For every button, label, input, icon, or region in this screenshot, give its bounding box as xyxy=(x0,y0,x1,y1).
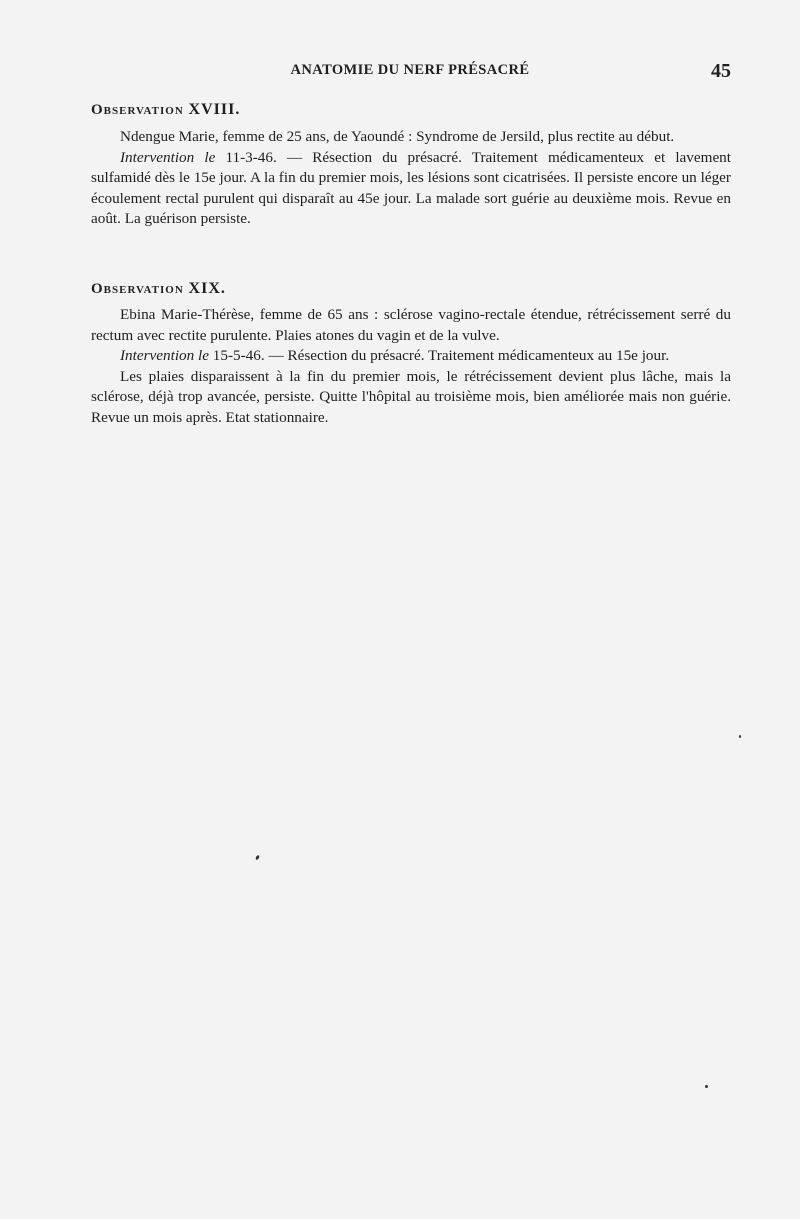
page-header xyxy=(90,60,730,84)
intervention-label: Intervention le xyxy=(120,148,216,166)
outcome-paragraph: Les plaies disparaissent à la fin du premier mois, le rétrécissement devient plus lâche, mais la sclérose, déjà trop avancée, persiste. Quitte l'hôpital au troisième mois, bien améliorée mais non guérie. Revue un mois après. Etat stationnaire. xyxy=(91,367,731,426)
observation-heading-number: XIX. xyxy=(188,280,226,297)
observation-heading-label: Observation xyxy=(91,281,184,297)
intervention-label: Intervention le xyxy=(120,347,209,365)
intervention-text: 11-3-46. — Résection du présacré. Traitement médicamenteux et lavement sulfamidé dès le 15e jour. A la fin du premier mois, les lésions sont cicatrisées. Il persiste encore un léger écoulement rectal purulent qui disparaît au 45e jour. La malade sort guérie au deuxième mois. Revue en août. La guérison persiste. xyxy=(91,148,731,228)
running-title: ANATOMIE DU NERF PRÉSACRÉ xyxy=(290,62,530,78)
observation-heading xyxy=(91,279,731,299)
intervention-paragraph xyxy=(91,346,731,367)
intervention-paragraph xyxy=(91,148,731,230)
print-speck xyxy=(739,735,741,738)
print-speck xyxy=(255,855,260,861)
observation-heading-number: XVIII. xyxy=(188,101,241,118)
page-number: 45 xyxy=(711,60,731,82)
observation-18 xyxy=(91,100,731,230)
patient-description: Ebina Marie-Thérèse, femme de 65 ans : sclérose vagino-rectale étendue, rétrécissement serré du rectum avec rectite purulente. Plaies atones du vagin et de la vulve. xyxy=(91,306,731,344)
patient-description: Ndengue Marie, femme de 25 ans, de Yaoundé : Syndrome de Jersild, plus rectite au début. xyxy=(120,128,675,145)
observation-heading xyxy=(91,100,731,120)
intervention-text: 15-5-46. — Résection du présacré. Traitement médicamenteux au 15e jour. xyxy=(208,347,670,365)
observation-heading-label: Observation xyxy=(91,102,184,118)
observation-19 xyxy=(91,279,731,429)
print-speck xyxy=(705,1085,708,1088)
